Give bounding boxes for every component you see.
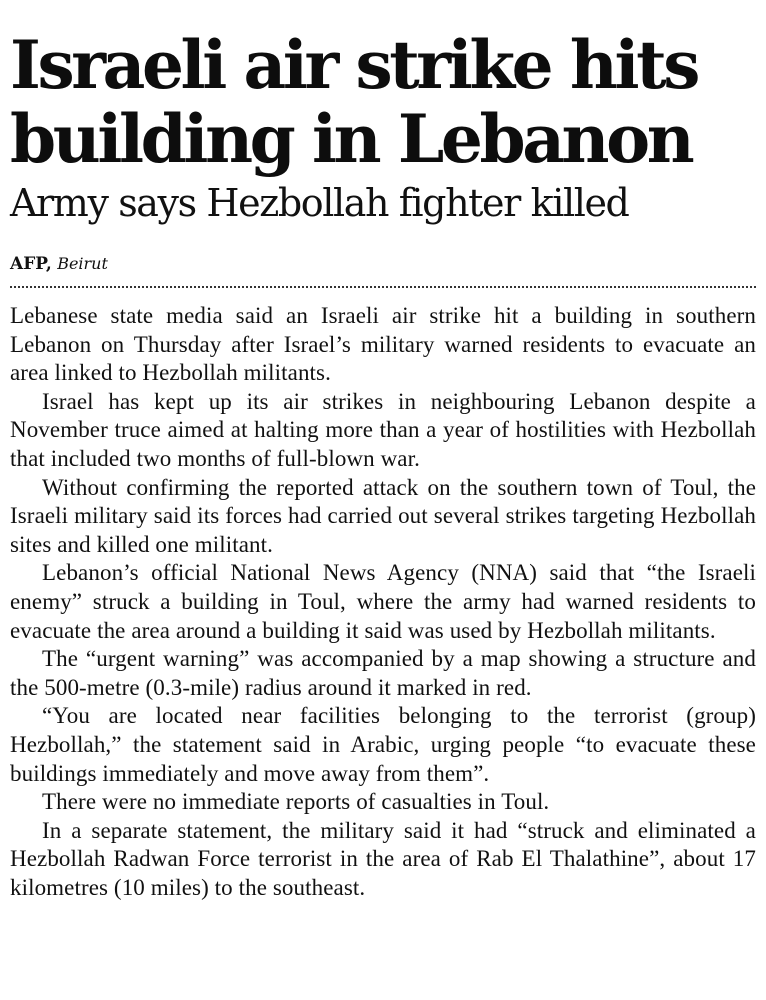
body-paragraph: There were no immediate reports of casualties in Toul. <box>42 789 550 815</box>
body-paragraph: Israel has kept up its air strikes in neighbouring Lebanon despite a November truce aimed at halting more than a year of hostilities with Hezbollah that included two months of full-blown war. <box>10 388 756 471</box>
body-paragraph: “You are located near facilities belonging to the terrorist (group) Hezbollah,” the statement said in Arabic, urging people “to evacuate these buildings immediately and move away from them”. <box>10 703 756 786</box>
byline <box>10 253 756 275</box>
body-paragraph: Lebanon’s official National News Agency (NNA) said that “the Israeli enemy” struck a building in Toul, where the army had warned residents to evacuate the area around a building it said was used by Hezbollah militants. <box>10 560 756 643</box>
byline-agency: AFP, <box>10 254 52 274</box>
byline-location: Beirut <box>57 254 108 273</box>
dotted-divider <box>10 286 756 288</box>
subheadline: Army says Hezbollah fighter killed <box>10 181 629 225</box>
news-article <box>10 0 756 902</box>
headline <box>10 0 756 176</box>
body-paragraph: Without confirming the reported attack on the southern town of Toul, the Israeli military said its forces had carried out several strikes targeting Hezbollah sites and killed one militant. <box>10 474 756 557</box>
body-paragraph: In a separate statement, the military said it had “struck and eliminated a Hezbollah Radwan Force terrorist in the area of Rab El Thalathine”, about 17 kilometres (10 miles) to the southeast. <box>10 817 756 900</box>
headline-line: building in Lebanon <box>10 100 692 178</box>
article-body <box>10 302 756 902</box>
headline-line: Israeli air strike hits <box>10 26 697 104</box>
body-paragraph: The “urgent warning” was accompanied by a map showing a structure and the 500-metre (0.3-mile) radius around it marked in red. <box>10 646 756 700</box>
body-paragraph: Lebanese state media said an Israeli air strike hit a building in southern Lebanon on Thursday after Israel’s military warned residents to evacuate an area linked to Hezbollah militants. <box>10 303 756 386</box>
